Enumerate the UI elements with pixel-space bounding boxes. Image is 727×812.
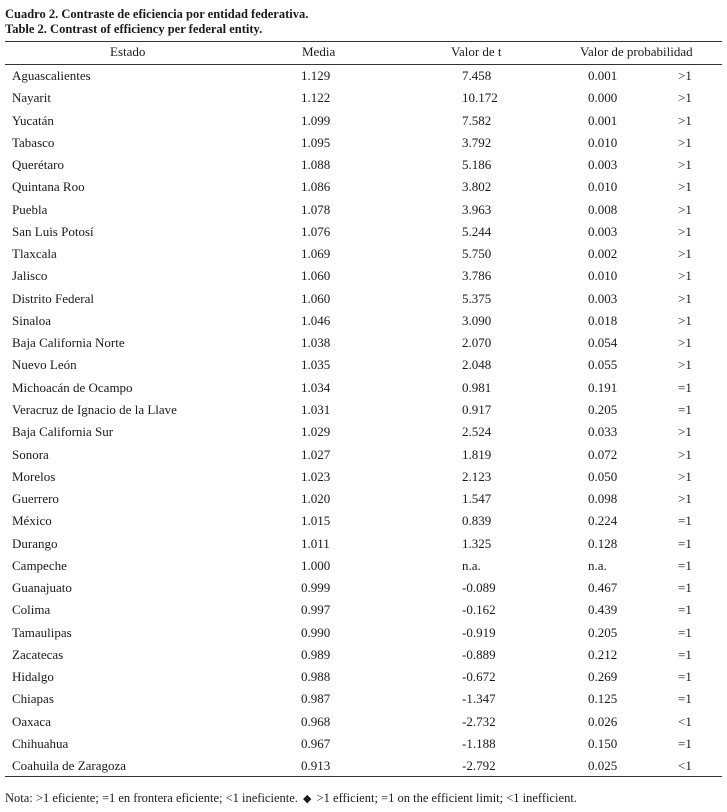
cell-valor-probabilidad: 0.050 xyxy=(588,468,618,484)
cell-efficiency-class: =1 xyxy=(678,379,692,395)
cell-estado: Tamaulipas xyxy=(12,624,72,640)
cell-efficiency-class: >1 xyxy=(678,112,692,128)
table-row xyxy=(0,556,727,578)
table-row xyxy=(0,177,727,199)
cell-valor-probabilidad: 0.000 xyxy=(588,90,618,106)
cell-valor-t: 3.792 xyxy=(462,134,492,150)
cell-efficiency-class: >1 xyxy=(678,134,692,150)
cell-media: 0.997 xyxy=(301,602,331,618)
cell-estado: Nayarit xyxy=(12,90,51,106)
cell-media: 1.069 xyxy=(301,246,331,262)
cell-efficiency-class: >1 xyxy=(678,179,692,195)
cell-valor-t: 7.582 xyxy=(462,112,492,128)
cell-efficiency-class: =1 xyxy=(678,602,692,618)
cell-efficiency-class: >1 xyxy=(678,290,692,306)
cell-valor-probabilidad: 0.439 xyxy=(588,602,618,618)
cell-efficiency-class: =1 xyxy=(678,691,692,707)
cell-media: 1.029 xyxy=(301,424,331,440)
top-rule xyxy=(5,41,722,42)
cell-valor-t: -0.919 xyxy=(462,624,496,640)
cell-media: 0.967 xyxy=(301,735,331,751)
cell-valor-probabilidad: 0.128 xyxy=(588,535,618,551)
cell-efficiency-class: =1 xyxy=(678,535,692,551)
cell-media: 1.088 xyxy=(301,157,331,173)
cell-valor-probabilidad: 0.467 xyxy=(588,580,618,596)
cell-estado: Nuevo León xyxy=(12,357,77,373)
cell-media: 0.988 xyxy=(301,669,331,685)
cell-media: 1.034 xyxy=(301,379,331,395)
cell-estado: San Luis Potosí xyxy=(12,223,94,239)
cell-media: 1.129 xyxy=(301,68,331,83)
cell-estado: Tabasco xyxy=(12,134,55,150)
cell-efficiency-class: >1 xyxy=(678,90,692,106)
cell-media: 1.099 xyxy=(301,112,331,128)
caption-english: Table 2. Contrast of efficiency per federal entity. xyxy=(5,22,263,36)
cell-valor-t: 0.839 xyxy=(462,513,492,529)
cell-valor-probabilidad: 0.125 xyxy=(588,691,618,707)
diamond-icon: ◆ xyxy=(303,793,312,805)
header-media: Media xyxy=(302,44,336,59)
header-valor-t: Valor de t xyxy=(451,44,502,59)
table-body xyxy=(0,66,727,779)
table-row xyxy=(0,266,727,288)
cell-efficiency-class: >1 xyxy=(678,223,692,239)
cell-valor-t: 1.547 xyxy=(462,491,492,507)
cell-valor-t: 1.325 xyxy=(462,535,492,551)
bottom-rule xyxy=(5,776,722,777)
cell-valor-t: 7.458 xyxy=(462,68,492,83)
cell-media: 1.038 xyxy=(301,335,331,351)
cell-valor-t: 5.244 xyxy=(462,223,492,239)
header-estado: Estado xyxy=(110,44,146,59)
cell-efficiency-class: >1 xyxy=(678,157,692,173)
cell-media: 1.060 xyxy=(301,290,331,306)
cell-estado: Oaxaca xyxy=(12,713,51,729)
cell-media: 0.989 xyxy=(301,646,331,662)
cell-valor-t: -0.089 xyxy=(462,580,496,596)
cell-valor-probabilidad: 0.205 xyxy=(588,401,618,417)
cell-media: 1.060 xyxy=(301,268,331,284)
cell-valor-t: 1.819 xyxy=(462,446,492,462)
cell-valor-probabilidad: 0.212 xyxy=(588,646,618,662)
cell-estado: Aguascalientes xyxy=(12,68,91,83)
cell-valor-t: 0.981 xyxy=(462,379,492,395)
caption-spanish: Cuadro 2. Contraste de eficiencia por entidad federativa. xyxy=(5,7,309,21)
cell-estado: Jalisco xyxy=(12,268,48,284)
cell-valor-probabilidad: 0.205 xyxy=(588,624,618,640)
cell-media: 0.968 xyxy=(301,713,331,729)
cell-estado: Distrito Federal xyxy=(12,290,94,306)
cell-estado: Querétaro xyxy=(12,157,64,173)
cell-media: 1.095 xyxy=(301,134,331,150)
cell-estado: Yucatán xyxy=(12,112,54,128)
table-caption xyxy=(5,7,308,37)
cell-valor-t: 5.186 xyxy=(462,157,492,173)
cell-efficiency-class: =1 xyxy=(678,557,692,573)
table-row xyxy=(0,133,727,155)
table-row xyxy=(0,355,727,377)
cell-estado: Morelos xyxy=(12,468,56,484)
cell-valor-t: -0.889 xyxy=(462,646,496,662)
table-row xyxy=(0,333,727,355)
table-row xyxy=(0,578,727,600)
cell-media: 1.031 xyxy=(301,401,331,417)
cell-efficiency-class: >1 xyxy=(678,357,692,373)
cell-estado: Durango xyxy=(12,535,58,551)
cell-media: 0.990 xyxy=(301,624,331,640)
cell-valor-probabilidad: 0.191 xyxy=(588,379,618,395)
table-row xyxy=(0,200,727,222)
cell-efficiency-class: >1 xyxy=(678,68,692,83)
cell-estado: Guanajuato xyxy=(12,580,72,596)
table-header xyxy=(0,44,727,62)
cell-efficiency-class: >1 xyxy=(678,201,692,217)
cell-valor-t: 2.070 xyxy=(462,335,492,351)
table-row xyxy=(0,489,727,511)
cell-media: 1.011 xyxy=(301,535,330,551)
cell-valor-probabilidad: 0.054 xyxy=(588,335,618,351)
table-row xyxy=(0,712,727,734)
note-english: >1 efficient; =1 on the efficient limit; <1 inefficient. xyxy=(316,791,577,805)
cell-media: 1.046 xyxy=(301,312,331,328)
cell-efficiency-class: >1 xyxy=(678,246,692,262)
cell-efficiency-class: =1 xyxy=(678,401,692,417)
table-row xyxy=(0,155,727,177)
cell-efficiency-class: <1 xyxy=(678,713,692,729)
cell-estado: Campeche xyxy=(12,557,67,573)
cell-media: 1.015 xyxy=(301,513,331,529)
table-row xyxy=(0,600,727,622)
cell-valor-t: 5.375 xyxy=(462,290,492,306)
cell-valor-probabilidad: 0.033 xyxy=(588,424,618,440)
table-row xyxy=(0,623,727,645)
note-spanish: Nota: >1 eficiente; =1 en frontera eficiente; <1 ineficiente. xyxy=(5,791,298,805)
table-row xyxy=(0,645,727,667)
cell-valor-probabilidad: 0.008 xyxy=(588,201,618,217)
table-row xyxy=(0,111,727,133)
cell-valor-probabilidad: n.a. xyxy=(588,557,607,573)
cell-valor-probabilidad: 0.010 xyxy=(588,179,618,195)
cell-valor-probabilidad: 0.098 xyxy=(588,491,618,507)
cell-valor-t: -0.672 xyxy=(462,669,496,685)
cell-efficiency-class: <1 xyxy=(678,758,692,774)
cell-efficiency-class: =1 xyxy=(678,669,692,685)
table-row xyxy=(0,66,727,88)
cell-valor-probabilidad: 0.003 xyxy=(588,290,618,306)
cell-efficiency-class: =1 xyxy=(678,580,692,596)
cell-valor-probabilidad: 0.001 xyxy=(588,68,618,83)
cell-estado: Hidalgo xyxy=(12,669,54,685)
cell-efficiency-class: =1 xyxy=(678,646,692,662)
cell-efficiency-class: >1 xyxy=(678,446,692,462)
cell-valor-t: 2.048 xyxy=(462,357,492,373)
cell-media: 0.999 xyxy=(301,580,331,596)
table-row xyxy=(0,378,727,400)
cell-estado: Chihuahua xyxy=(12,735,69,751)
cell-estado: Tlaxcala xyxy=(12,246,57,262)
cell-estado: Baja California Norte xyxy=(12,335,125,351)
cell-estado: Veracruz de Ignacio de la Llave xyxy=(12,401,177,417)
cell-media: 0.913 xyxy=(301,758,331,774)
cell-efficiency-class: >1 xyxy=(678,312,692,328)
cell-valor-t: 3.802 xyxy=(462,179,492,195)
table-row xyxy=(0,400,727,422)
cell-valor-t: 2.524 xyxy=(462,424,492,440)
table-row xyxy=(0,667,727,689)
cell-estado: Coahuila de Zaragoza xyxy=(12,758,127,774)
table-row xyxy=(0,311,727,333)
cell-efficiency-class: >1 xyxy=(678,335,692,351)
cell-valor-t: -2.732 xyxy=(462,713,496,729)
cell-media: 1.020 xyxy=(301,491,331,507)
cell-estado: Quintana Roo xyxy=(12,179,85,195)
cell-valor-t: 10.172 xyxy=(462,90,498,106)
cell-media: 1.000 xyxy=(301,557,331,573)
cell-valor-probabilidad: 0.072 xyxy=(588,446,618,462)
cell-valor-probabilidad: 0.010 xyxy=(588,134,618,150)
cell-valor-t: 3.090 xyxy=(462,312,492,328)
cell-media: 1.078 xyxy=(301,201,331,217)
table-row xyxy=(0,734,727,756)
cell-valor-t: 5.750 xyxy=(462,246,492,262)
cell-estado: Puebla xyxy=(12,201,48,217)
cell-valor-t: 2.123 xyxy=(462,468,492,484)
cell-media: 0.987 xyxy=(301,691,331,707)
header-rule xyxy=(5,64,722,65)
cell-valor-probabilidad: 0.010 xyxy=(588,268,618,284)
cell-efficiency-class: =1 xyxy=(678,513,692,529)
cell-estado: Colima xyxy=(12,602,51,618)
cell-media: 1.086 xyxy=(301,179,331,195)
cell-valor-t: -1.188 xyxy=(462,735,496,751)
cell-estado: México xyxy=(12,513,52,529)
cell-estado: Michoacán de Ocampo xyxy=(12,379,133,395)
cell-valor-t: 0.917 xyxy=(462,401,492,417)
table-row xyxy=(0,422,727,444)
cell-valor-probabilidad: 0.269 xyxy=(588,669,618,685)
table-row xyxy=(0,689,727,711)
cell-valor-probabilidad: 0.025 xyxy=(588,758,618,774)
cell-estado: Sonora xyxy=(12,446,49,462)
cell-valor-probabilidad: 0.003 xyxy=(588,157,618,173)
cell-estado: Guerrero xyxy=(12,491,59,507)
cell-valor-t: 3.963 xyxy=(462,201,492,217)
cell-valor-probabilidad: 0.003 xyxy=(588,223,618,239)
table-row xyxy=(0,467,727,489)
cell-media: 1.027 xyxy=(301,446,331,462)
table-row xyxy=(0,222,727,244)
cell-valor-probabilidad: 0.055 xyxy=(588,357,618,373)
cell-valor-probabilidad: 0.224 xyxy=(588,513,618,529)
cell-valor-t: -0.162 xyxy=(462,602,496,618)
cell-efficiency-class: =1 xyxy=(678,624,692,640)
cell-estado: Chiapas xyxy=(12,691,54,707)
cell-estado: Zacatecas xyxy=(12,646,64,662)
table-row xyxy=(0,88,727,110)
cell-valor-probabilidad: 0.150 xyxy=(588,735,618,751)
cell-valor-probabilidad: 0.002 xyxy=(588,246,618,262)
table-row xyxy=(0,534,727,556)
cell-efficiency-class: >1 xyxy=(678,491,692,507)
cell-efficiency-class: >1 xyxy=(678,468,692,484)
cell-valor-probabilidad: 0.026 xyxy=(588,713,618,729)
cell-valor-t: -1.347 xyxy=(462,691,496,707)
cell-efficiency-class: >1 xyxy=(678,268,692,284)
cell-valor-probabilidad: 0.018 xyxy=(588,312,618,328)
cell-valor-t: -2.792 xyxy=(462,758,496,774)
cell-estado: Sinaloa xyxy=(12,312,51,328)
cell-media: 1.035 xyxy=(301,357,331,373)
cell-estado: Baja California Sur xyxy=(12,424,114,440)
cell-valor-t: 3.786 xyxy=(462,268,492,284)
header-valor-probabilidad: Valor de probabilidad xyxy=(580,44,693,59)
table-row xyxy=(0,244,727,266)
cell-media: 1.076 xyxy=(301,223,331,239)
table-row xyxy=(0,511,727,533)
cell-valor-t: n.a. xyxy=(462,557,481,573)
cell-valor-probabilidad: 0.001 xyxy=(588,112,618,128)
cell-efficiency-class: >1 xyxy=(678,424,692,440)
table-row xyxy=(0,445,727,467)
cell-media: 1.122 xyxy=(301,90,331,106)
cell-media: 1.023 xyxy=(301,468,331,484)
cell-efficiency-class: =1 xyxy=(678,735,692,751)
table-note xyxy=(5,791,577,806)
table-row xyxy=(0,289,727,311)
